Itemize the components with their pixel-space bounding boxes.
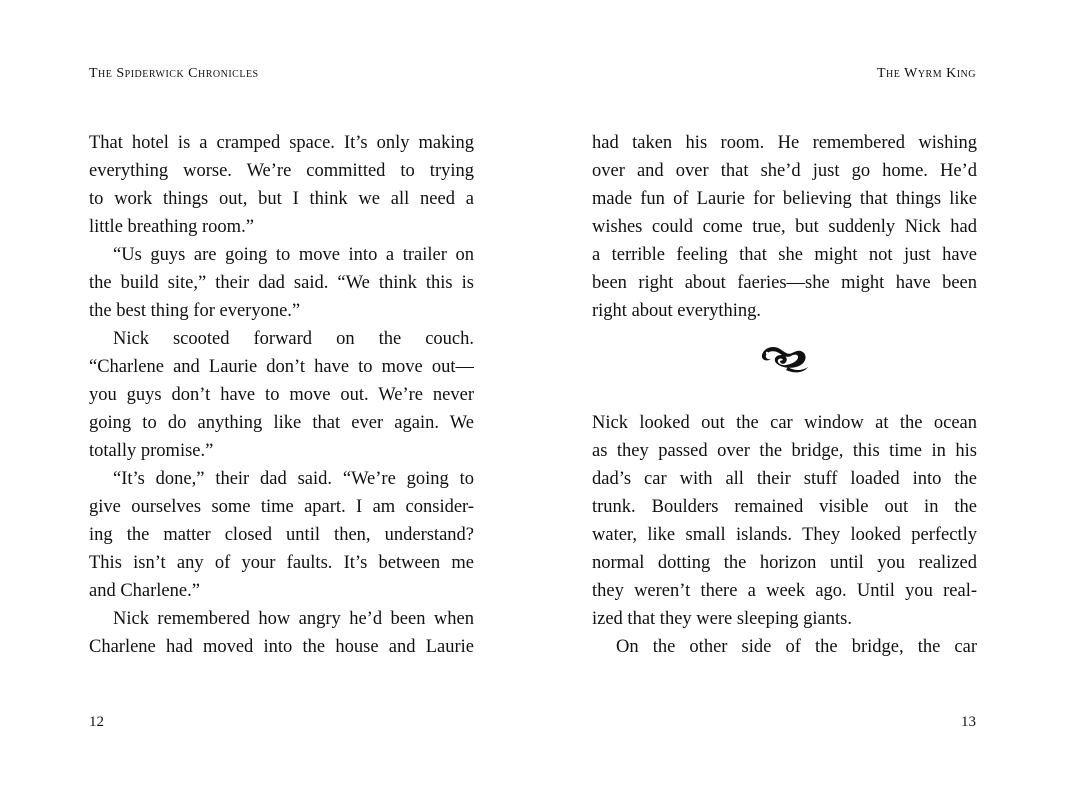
running-head-book-title: The Wyrm King xyxy=(876,66,976,81)
text-line: going to do anything like that ever again. We xyxy=(89,413,474,433)
text-line: This isn’t any of your faults. It’s between me xyxy=(89,553,474,573)
right-body-text-before-break xyxy=(592,129,977,325)
text-line: totally promise.” xyxy=(89,441,214,461)
text-line: over and over that she’d just go home. He’d xyxy=(592,161,977,181)
text-line: and Charlene.” xyxy=(89,581,200,601)
text-line: wishes could come true, but suddenly Nick had xyxy=(592,217,977,237)
text-line: Nick scooted forward on the couch. xyxy=(113,329,474,349)
text-line: had taken his room. He remembered wishing xyxy=(592,133,977,153)
right-page xyxy=(533,0,1066,800)
serpent-ornament-icon xyxy=(758,343,810,377)
text-line: been right about faeries—she might have been xyxy=(592,273,977,293)
text-line: as they passed over the bridge, this time in his xyxy=(592,441,977,461)
text-line: Nick looked out the car window at the ocean xyxy=(592,413,977,433)
text-line: On the other side of the bridge, the car xyxy=(616,637,977,657)
text-line: they weren’t there a week ago. Until you real- xyxy=(592,581,977,601)
text-line: the build site,” their dad said. “We think this is xyxy=(89,273,474,293)
text-line: little breathing room.” xyxy=(89,217,254,237)
text-line: “Charlene and Laurie don’t have to move out— xyxy=(89,357,474,377)
text-line: everything worse. We’re committed to trying xyxy=(89,161,474,181)
text-line: the best thing for everyone.” xyxy=(89,301,301,321)
text-line: Nick remembered how angry he’d been when xyxy=(113,609,474,629)
text-line: ized that they were sleeping giants. xyxy=(592,609,852,629)
text-line: trunk. Boulders remained visible out in the xyxy=(592,497,977,517)
text-line: “It’s done,” their dad said. “We’re going to xyxy=(113,469,474,489)
text-line: give ourselves some time apart. I am consider- xyxy=(89,497,474,517)
page-number: 13 xyxy=(961,714,976,730)
text-line: Charlene had moved into the house and Laurie xyxy=(89,637,474,657)
text-line: made fun of Laurie for believing that things like xyxy=(592,189,977,209)
right-body-text-after-break xyxy=(592,409,977,661)
text-line: a terrible feeling that she might not just have xyxy=(592,245,977,265)
text-line: dad’s car with all their stuff loaded into the xyxy=(592,469,977,489)
text-line: to work things out, but I think we all need a xyxy=(89,189,474,209)
text-line: right about everything. xyxy=(592,301,762,321)
text-line: That hotel is a cramped space. It’s only making xyxy=(89,133,474,153)
text-line: “Us guys are going to move into a trailer on xyxy=(113,245,474,265)
page-number: 12 xyxy=(89,714,104,730)
text-line: you guys don’t have to move out. We’re never xyxy=(89,385,474,405)
running-head-series-title: The Spiderwick Chronicles xyxy=(89,66,259,81)
text-line: ing the matter closed until then, understand? xyxy=(89,525,474,545)
text-line: normal dotting the horizon until you realized xyxy=(592,553,977,573)
text-line: water, like small islands. They looked perfectly xyxy=(592,525,977,545)
left-body-text xyxy=(89,129,474,661)
